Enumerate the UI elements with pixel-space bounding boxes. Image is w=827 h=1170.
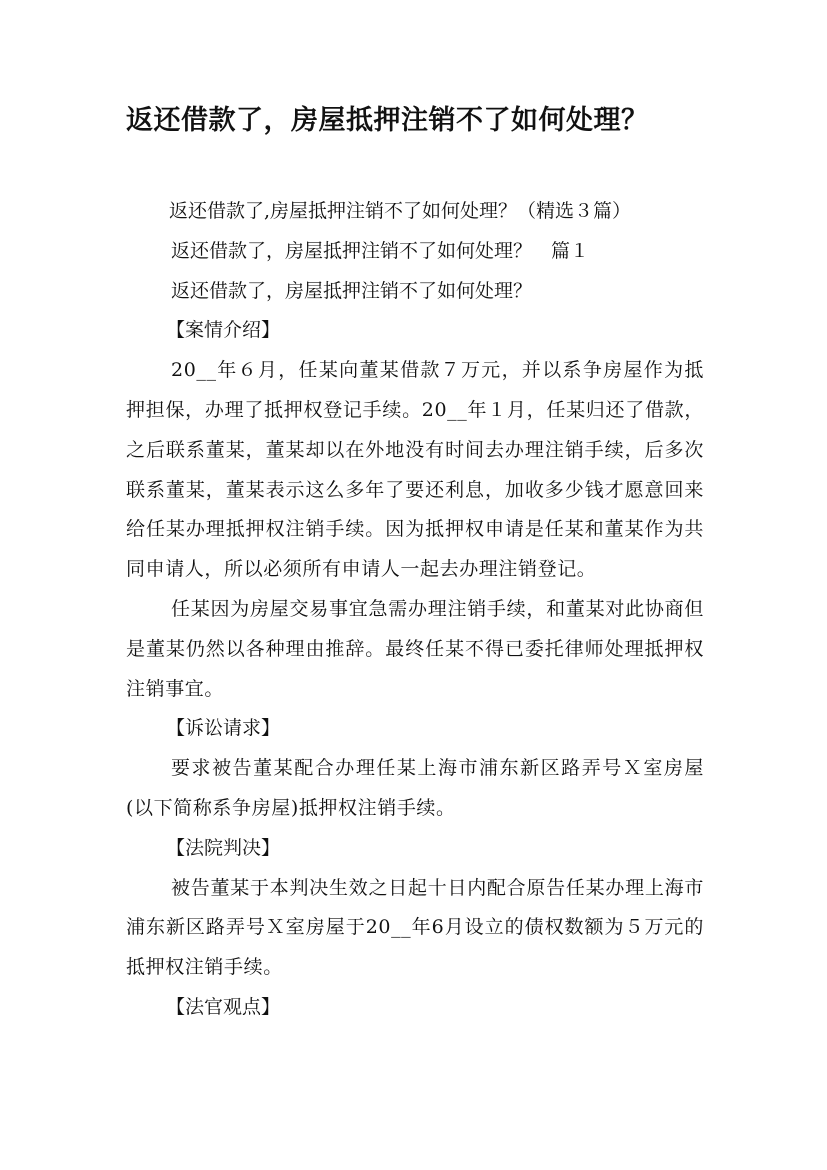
- article-question-line: 返还借款了，房屋抵押注销不了如何处理？: [171, 279, 533, 302]
- case-intro-paragraph-1: 20__年６月，任某向董某借款７万元，并以系争房屋作为抵押担保，办理了抵押权登记手续。20__年１月，任某归还了借款，之后联系董某，董某却以在外地没有时间去办理注销手续，后多次联系董某，董某表示这么多年了要还利息，加收多少钱才愿意回来给任某办理抵押权注销手续。因为抵押权申请是任某和董某作为共同申请人，所以必须所有申请人一起去办理注销登记。: [126, 359, 704, 581]
- case-intro-paragraph-2: 任某因为房屋交易事宜急需办理注销手续，和董某对此协商但是董某仍然以各种理由推辞。最终任某不得已委托律师处理抵押权注销事宜。: [126, 597, 704, 700]
- document-body: [126, 192, 704, 1028]
- claim-heading: 【诉讼请求】: [166, 717, 281, 740]
- judgment-paragraph: 被告董某于本判决生效之日起十日内配合原告任某办理上海市浦东新区路弄号Ｘ室房屋于20__年6月设立的债权数额为５万元的抵押权注销手续。: [126, 876, 704, 979]
- article-heading-line: 返还借款了，房屋抵押注销不了如何处理？ 篇１: [171, 239, 590, 262]
- claim-paragraph: 要求被告董某配合办理任某上海市浦东新区路弄号Ｘ室房屋(以下简称系争房屋)抵押权注销手续。: [126, 757, 704, 819]
- case-intro-heading: 【案情介绍】: [166, 319, 281, 342]
- judgment-heading: 【法院判决】: [166, 836, 281, 859]
- document-title: 返还借款了，房屋抵押注销不了如何处理？: [126, 105, 649, 136]
- subtitle-line: 返还借款了,房屋抵押注销不了如何处理？（精选３篇）: [169, 200, 632, 222]
- judge-view-heading: 【法官观点】: [166, 995, 281, 1018]
